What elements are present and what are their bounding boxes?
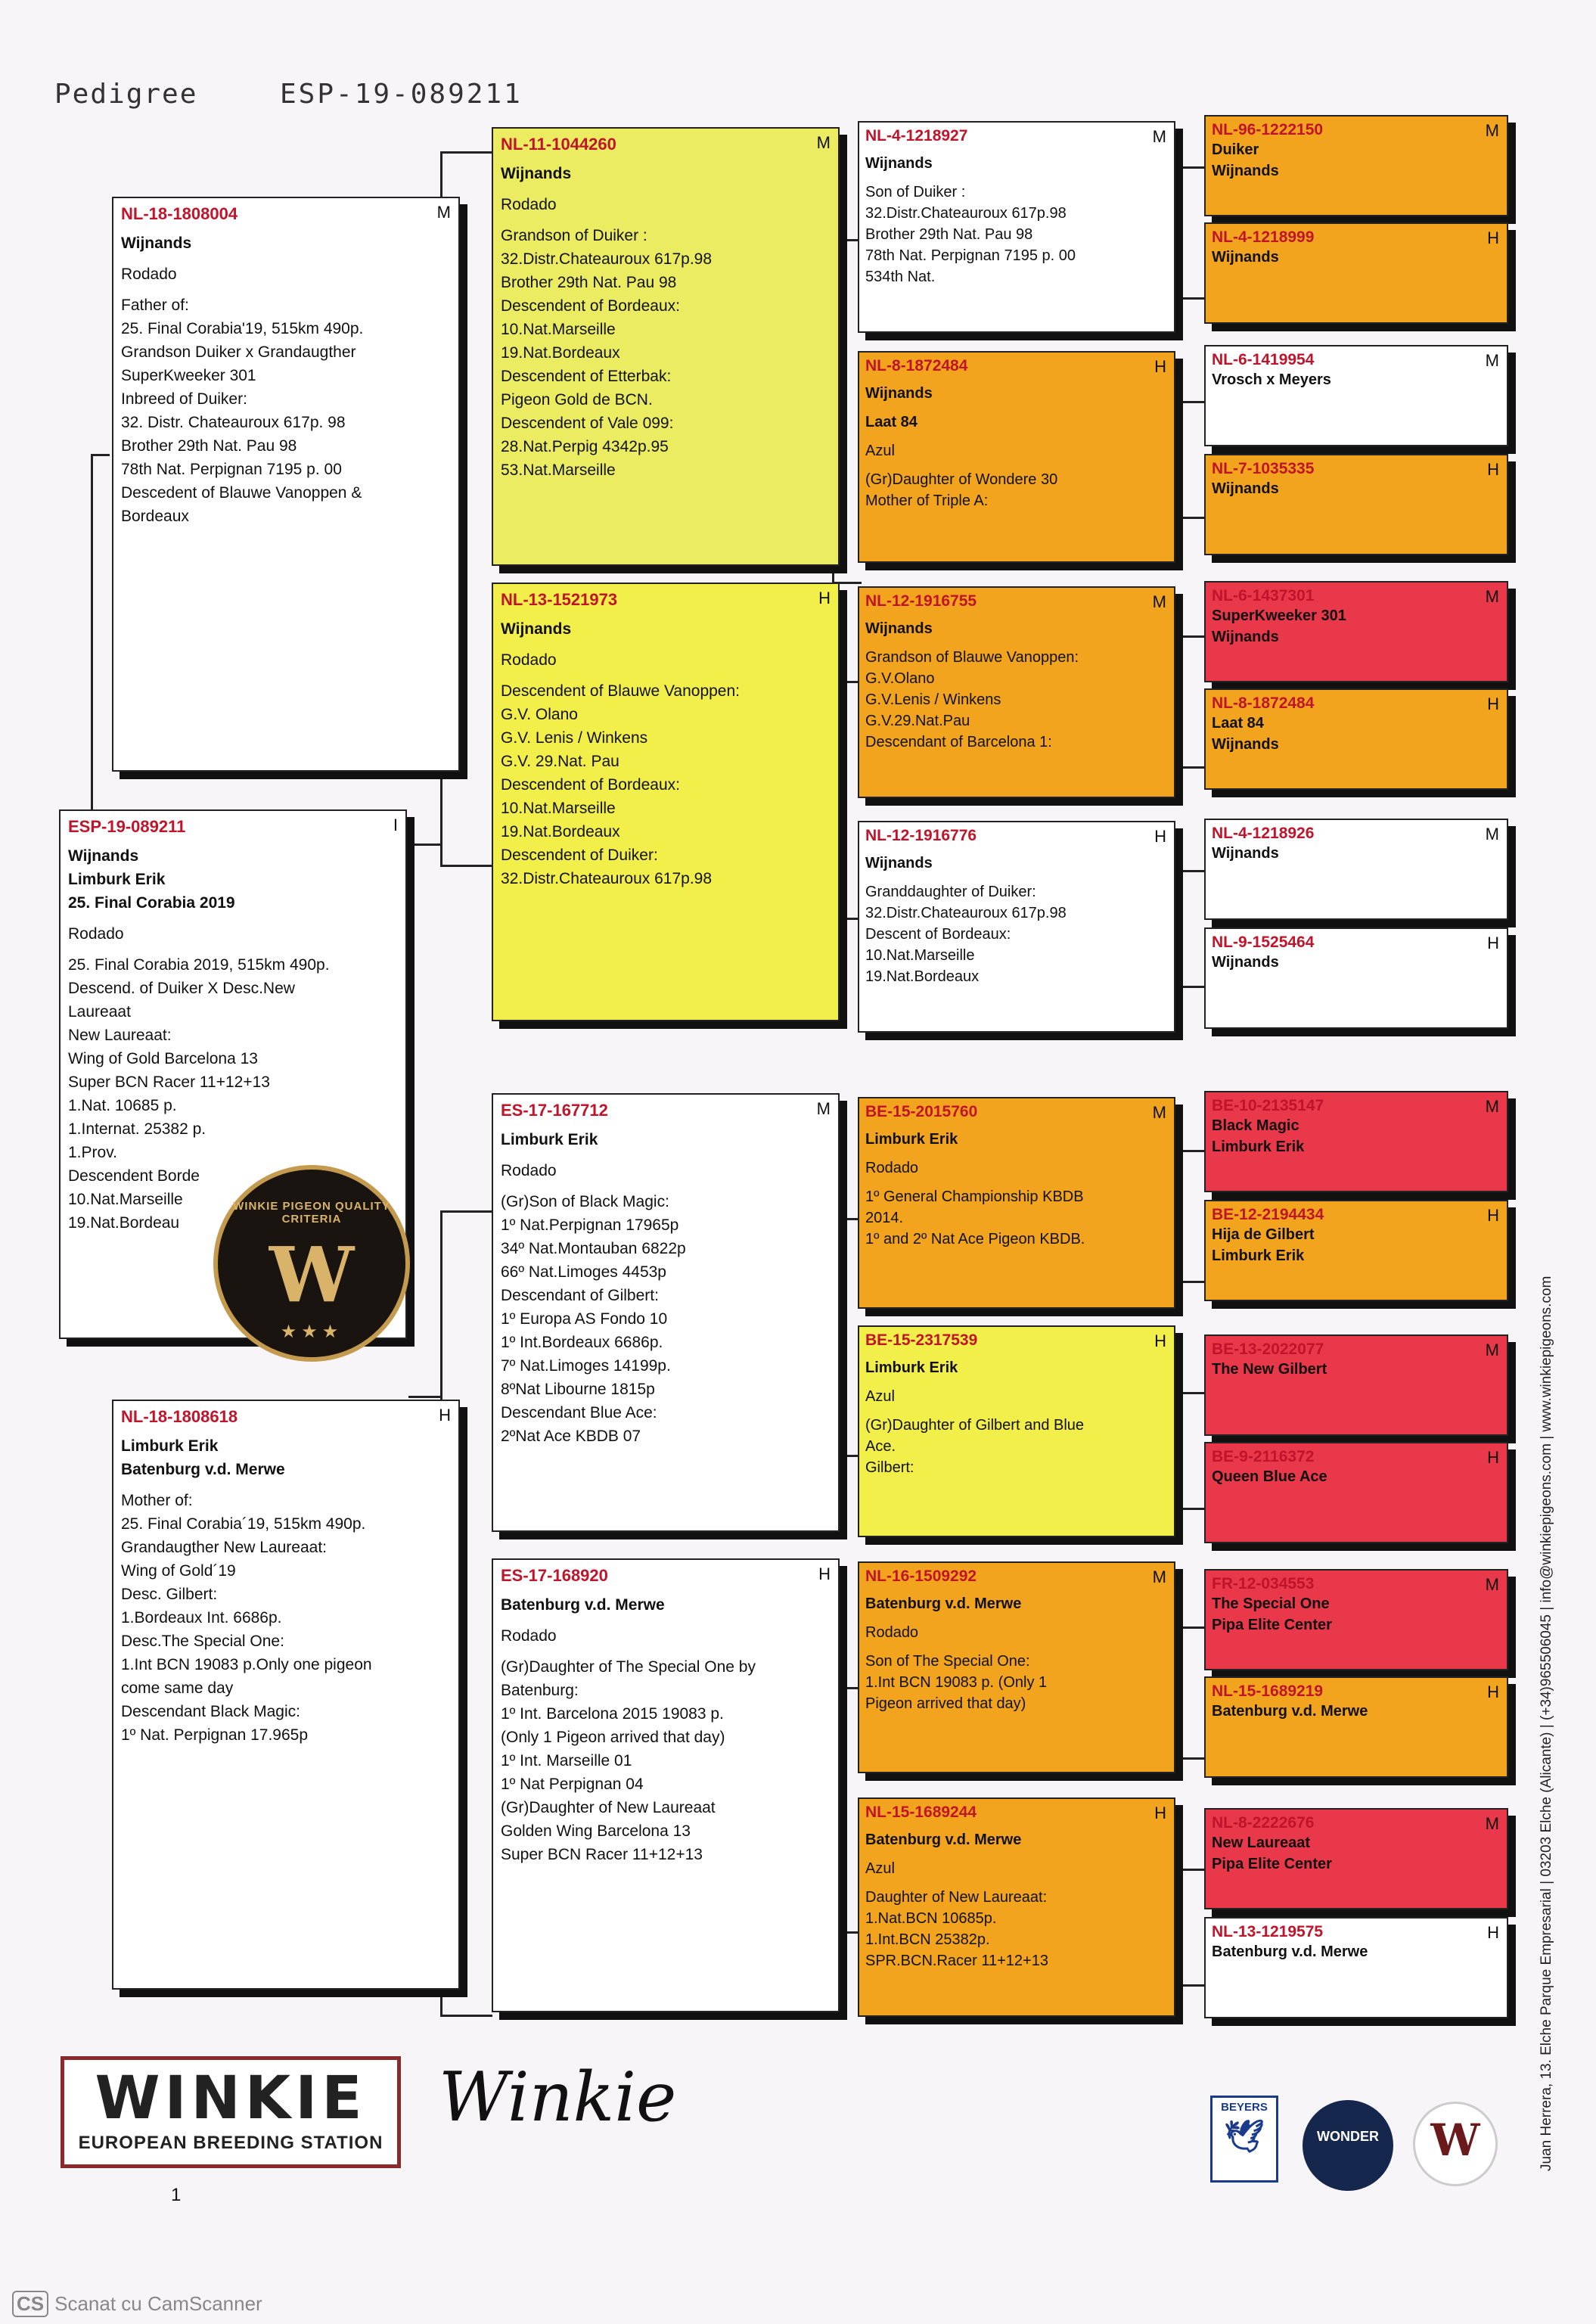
name-line: Black Magic [1212,1117,1299,1134]
connector [408,1396,442,1399]
ring-number: NL-13-1521973 [501,590,618,609]
ring-number: NL-18-1808618 [121,1407,238,1426]
color-line: Rodado [501,651,557,669]
breeder-line: Pipa Elite Center [1212,1617,1332,1633]
info-line: 1.Internat. 25382 p. [68,1120,206,1138]
info-line: Descendent of Vale 099: [501,415,674,432]
ring-number: ESP-19-089211 [68,817,186,836]
pigeon-card-gen5 [1204,819,1508,920]
pigeon-card-gen4 [858,1797,1175,2017]
ring-number: NL-6-1419954 [1212,351,1315,368]
info-line: 7º Nat.Limoges 14199p. [501,1357,671,1375]
wonder-pigeon-logo [1303,2100,1393,2191]
pigeon-card-gen5 [1204,1442,1508,1543]
pigeon-card-gen4 [858,821,1175,1033]
ring-number: NL-4-1218926 [1212,825,1315,842]
ring-number: FR-12-034553 [1212,1575,1315,1592]
pigeon-card-sire [112,197,460,772]
info-line: 78th Nat. Perpignan 7195 p. 00 [865,247,1076,264]
beyers-logo [1210,2096,1278,2183]
info-line: 1º Int. Marseille 01 [501,1752,632,1769]
color-line: Azul [865,443,895,459]
sex-marker: H [1487,694,1499,713]
pigeon-card-gen3 [492,1558,840,2012]
pigeon-card-gen5 [1204,1569,1508,1670]
info-line: New Laureaat: [68,1027,172,1044]
info-line: 1º and 2º Nat Ace Pigeon KBDB. [865,1231,1085,1247]
info-line: 1º Int.Bordeaux 6686p. [501,1334,663,1351]
info-line: Grandaugther New Laureaat: [121,1539,328,1556]
beyers-label: BEYERS [1221,2101,1268,2114]
info-line: Mother of Triple A: [865,492,989,509]
ring-number: ES-17-167712 [501,1101,608,1120]
info-line: Wing of Gold Barcelona 13 [68,1050,258,1067]
info-line: G.V. Olano [501,706,578,723]
breeder-line: Wijnands [865,155,933,172]
info-line: Golden Wing Barcelona 13 [501,1822,691,1840]
pigeon-card-gen5 [1204,1808,1508,1909]
info-line: Ace. [865,1438,896,1455]
ring-number: NL-8-2222676 [1212,1814,1315,1832]
breeder-line: Vrosch x Meyers [1212,371,1331,388]
info-line: G.V. 29.Nat. Pau [501,753,619,770]
signature: Winkie [439,2058,677,2137]
color-line: Rodado [501,1162,557,1179]
info-line: 66º Nat.Limoges 4453p [501,1263,666,1281]
color-line: Rodado [68,925,124,943]
info-line: SPR.BCN.Racer 11+12+13 [865,1953,1048,1969]
info-line: 1.Prov. [68,1144,117,1161]
info-line: Brother 29th Nat. Pau 98 [501,274,677,291]
name-line: Laat 84 [1212,715,1264,732]
color-line: Azul [865,1388,895,1405]
color-line: Rodado [501,196,557,213]
info-line: Super BCN Racer 11+12+13 [501,1846,703,1863]
info-line: 34º Nat.Montauban 6822p [501,1240,686,1257]
breeder-line: Batenburg v.d. Merwe [865,1832,1022,1848]
breeder-line: Limburk Erik [68,871,166,888]
ring-number: NL-13-1219575 [1212,1923,1324,1940]
pigeon-card-dam [112,1400,460,1990]
info-line: 2ºNat Ace KBDB 07 [501,1428,641,1445]
color-line: Rodado [865,1624,919,1641]
info-line: 8ºNat Libourne 1815p [501,1381,655,1398]
quality-seal-icon [213,1165,410,1362]
info-line: 78th Nat. Perpignan 7195 p. 00 [121,461,342,478]
name-line: SuperKweeker 301 [1212,607,1346,624]
sex-marker: H [1487,934,1499,952]
info-line: 32.Distr.Chateauroux 617p.98 [865,905,1067,921]
breeder-line: Wijnands [68,847,139,865]
info-line: Descendent of Etterbak: [501,368,672,385]
ring-number: BE-15-2317539 [865,1331,978,1349]
sex-marker: H [1154,357,1166,376]
info-line: 25. Final Corabia´19, 515km 490p. [121,1515,366,1533]
sex-marker: M [1485,121,1499,140]
info-line: 534th Nat. [865,269,936,285]
pigeon-card-gen4 [858,586,1175,798]
info-line: Daughter of New Laureaat: [865,1889,1048,1906]
info-line: 1.Int BCN 19083 p.Only one pigeon [121,1656,372,1673]
ring-number: NL-4-1218999 [1212,228,1315,246]
winkie-w-logo [1413,2102,1498,2186]
info-line: Laureaat [68,1003,131,1021]
breeder-line: Wijnands [1212,480,1279,497]
info-line: Inbreed of Duiker: [121,390,247,408]
info-line: 1.Int BCN 19083 p. (Only 1 [865,1674,1048,1691]
info-line: G.V.Lenis / Winkens [865,691,1001,708]
ring-number: NL-6-1437301 [1212,587,1315,604]
breeder-line: Batenburg v.d. Merwe [1212,1703,1368,1720]
info-line: 19.Nat.Bordeau [68,1214,180,1232]
info-line: 1º Nat. Perpignan 17.965p [121,1726,309,1744]
logo-subtitle: EUROPEAN BREEDING STATION [78,2133,383,2153]
info-line: 25. Final Corabia 2019, 515km 490p. [68,956,330,974]
info-line: Grandson Duiker x Grandaugther [121,343,356,361]
breeder-line: Batenburg v.d. Merwe [501,1596,665,1614]
info-line: 10.Nat.Marseille [501,800,616,817]
sex-marker: M [1152,127,1166,146]
pigeon-card-gen4 [858,1561,1175,1773]
breeder-line: Wijnands [1212,736,1279,753]
contact-address: Juan Herrera, 13. Elche Parque Empresarial | 03203 Elche (Alicante) | (+34)965506045 | info@winkiepigeons.com | www.winkiepigeons.com [1539,1275,1554,2171]
breeder-line: Wijnands [501,165,572,182]
info-line: Descendent of Bordeaux: [501,776,680,794]
ring-number: BE-13-2022077 [1212,1341,1324,1358]
info-line: 32.Distr.Chateauroux 617p.98 [501,870,713,887]
sex-marker: H [1487,1923,1499,1942]
name-line: Queen Blue Ace [1212,1468,1327,1485]
info-line: Grandson of Duiker : [501,227,647,244]
pigeon-card-gen5 [1204,1200,1508,1301]
info-line: Pigeon arrived that day) [865,1695,1026,1712]
ring-number: NL-16-1509292 [865,1567,977,1585]
pigeon-card-gen3 [492,127,840,566]
sex-marker: H [1154,827,1166,846]
info-line: Gilbert: [865,1459,914,1476]
info-line: Wing of Gold´19 [121,1562,236,1580]
color-line: Azul [865,1860,895,1877]
ring-number: NL-9-1525464 [1212,934,1315,951]
info-line: 19.Nat.Bordeaux [865,968,980,985]
sex-marker: M [1152,1567,1166,1586]
ring-number: NL-15-1689244 [865,1804,977,1821]
breeder-line: Batenburg v.d. Merwe [1212,1943,1368,1960]
sex-marker: M [1485,587,1499,606]
breeder-line: Batenburg v.d. Merwe [865,1595,1022,1612]
info-line: (Gr)Son of Black Magic: [501,1193,669,1210]
info-line: G.V. Lenis / Winkens [501,729,648,747]
connector [1180,1626,1205,1760]
pigeon-card-gen5 [1204,115,1508,216]
breeder-line: Pipa Elite Center [1212,1856,1332,1872]
connector [1180,1392,1205,1510]
sex-marker: H [1154,1331,1166,1350]
name-line: New Laureaat [1212,1835,1311,1851]
page-number: 1 [171,2185,182,2205]
info-line: Son of The Special One: [865,1653,1030,1670]
info-line: 1.Nat. 10685 p. [68,1097,177,1114]
name-line: Laat 84 [865,414,918,430]
pedigree-ring-number: ESP-19-089211 [280,79,523,110]
ring-number: NL-12-1916776 [865,827,977,844]
info-line: 2014. [865,1210,904,1226]
seal-letter: W [269,1230,355,1319]
pigeon-card-gen5 [1204,345,1508,446]
info-line: (Gr)Daughter of Gilbert and Blue [865,1417,1085,1434]
pigeon-card-gen3 [492,583,840,1021]
info-line: Descendent of Blauwe Vanoppen: [501,682,741,700]
info-line: 1º Int. Barcelona 2015 19083 p. [501,1705,724,1723]
pigeon-card-gen4 [858,121,1175,333]
breeder-line: Limburk Erik [501,1131,598,1148]
info-line: 1º Nat Perpignan 04 [501,1776,644,1793]
sex-marker: H [439,1406,451,1425]
breeder-line: Limburk Erik [1212,1139,1305,1155]
ring-number: BE-9-2116372 [1212,1448,1315,1465]
breeder-line: Limburk Erik [121,1437,219,1455]
pedigree-title: Pedigree [54,79,198,110]
info-line: Brother 29th Nat. Pau 98 [865,226,1033,243]
info-line: Batenburg: [501,1682,579,1699]
connector [1180,166,1205,300]
pigeon-card-gen5 [1204,1334,1508,1436]
breeder-line: Limburk Erik [865,1131,958,1148]
breeder-line: Wijnands [1212,629,1279,645]
info-line: Super BCN Racer 11+12+13 [68,1073,270,1091]
info-line: 1.Nat.BCN 10685p. [865,1910,997,1927]
info-line: Descendent of Bordeaux: [501,297,680,315]
sex-marker: M [436,203,451,222]
result-line: 25. Final Corabia 2019 [68,894,235,912]
pigeon-card-gen5 [1204,222,1508,324]
sex-marker: H [1487,228,1499,247]
info-line: Brother 29th Nat. Pau 98 [121,437,297,455]
sex-marker: M [1485,1341,1499,1359]
connector [408,844,442,847]
winkie-logo [61,2056,401,2168]
breeder-line: Batenburg v.d. Merwe [121,1461,285,1478]
info-line: Descendent of Duiker: [501,847,658,864]
color-line: Rodado [501,1627,557,1645]
sex-marker: H [1487,1448,1499,1467]
info-line: Descendant of Gilbert: [501,1287,659,1304]
info-line: Mother of: [121,1492,193,1509]
breeder-line: Wijnands [1212,954,1279,971]
sex-marker: M [1485,825,1499,844]
pigeon-card-gen5 [1204,1917,1508,2018]
info-line: Descendent Borde [68,1167,200,1185]
info-line: 28.Nat.Perpig 4342p.95 [501,438,669,455]
connector [1180,1869,1205,1987]
info-line: Descedent of Blauwe Vanoppen & [121,484,362,502]
color-line: Rodado [865,1160,919,1176]
info-line: 32.Distr.Chateauroux 617p.98 [501,250,713,268]
camscanner-icon: CS [12,2291,48,2317]
name-line: The Special One [1212,1595,1330,1612]
sex-marker: H [818,589,831,607]
info-line: 32.Distr.Chateauroux 617p.98 [865,205,1067,222]
name-line: Hija de Gilbert [1212,1226,1315,1243]
info-line: Desc. Gilbert: [121,1586,218,1603]
pigeon-card-gen5 [1204,1091,1508,1192]
info-line: G.V.29.Nat.Pau [865,713,970,729]
ring-number: NL-11-1044260 [501,135,616,154]
connector [1180,401,1205,519]
info-line: G.V.Olano [865,670,935,687]
sex-marker: M [816,133,831,152]
sex-marker: M [1152,1103,1166,1122]
sex-marker: M [1152,592,1166,611]
breeder-line: Wijnands [865,620,933,637]
wonder-label: WONDER [1317,2129,1379,2144]
info-line: Descendant of Barcelona 1: [865,734,1052,750]
pigeon-icon: 🕊 [1224,2118,1265,2154]
info-line: Pigeon Gold de BCN. [501,391,653,409]
ring-number: BE-15-2015760 [865,1103,978,1120]
sex-marker: H [1487,1206,1499,1225]
pigeon-card-gen5 [1204,1676,1508,1778]
sex-marker: I [393,816,398,834]
info-line: come same day [121,1679,234,1697]
breeder-line: Wijnands [1212,845,1279,862]
breeder-line: Limburk Erik [865,1359,958,1376]
ring-number: BE-10-2135147 [1212,1097,1324,1114]
info-line: Bordeaux [121,508,189,525]
sex-marker: H [1487,460,1499,479]
pigeon-card-gen4 [858,1325,1175,1537]
info-line: Son of Duiker : [865,184,966,200]
info-line: (Only 1 Pigeon arrived that day) [501,1729,725,1746]
breeder-line: Wijnands [1212,249,1279,266]
info-line: (Gr)Daughter of Wondere 30 [865,471,1058,488]
pigeon-card-gen4 [858,1097,1175,1309]
ring-number: NL-8-1872484 [1212,694,1315,712]
info-line: Descendant Blue Ace: [501,1404,657,1421]
connector [1180,870,1205,988]
name-line: The New Gilbert [1212,1361,1327,1378]
info-line: Granddaughter of Duiker: [865,884,1036,900]
info-line: 53.Nat.Marseille [501,461,616,479]
info-line: SuperKweeker 301 [121,367,256,384]
info-line: Descendant Black Magic: [121,1703,300,1720]
pigeon-card-gen3 [492,1093,840,1532]
breeder-line: Wijnands [1212,163,1279,179]
info-line: Grandson of Blauwe Vanoppen: [865,649,1079,666]
info-line: 19.Nat.Bordeaux [501,344,620,362]
breeder-line: Wijnands [121,235,192,252]
breeder-line: Wijnands [865,855,933,872]
sex-marker: M [1485,351,1499,370]
ring-number: NL-96-1222150 [1212,121,1324,138]
sex-marker: M [1485,1097,1499,1116]
breeder-line: Wijnands [501,620,572,638]
ring-number: NL-7-1035335 [1212,460,1315,477]
pigeon-card-gen5 [1204,581,1508,682]
seal-stars: ★★★ [280,1322,343,1342]
camscanner-watermark [12,2291,262,2317]
w-letter: W [1430,2114,1480,2166]
info-line: Descent of Bordeaux: [865,926,1011,943]
sex-marker: M [816,1099,831,1118]
info-line: 19.Nat.Bordeaux [501,823,620,840]
sex-marker: H [818,1564,831,1583]
pigeon-card-gen4 [858,351,1175,563]
info-line: 32. Distr. Chateauroux 617p. 98 [121,414,346,431]
sex-marker: H [1487,1682,1499,1701]
color-line: Rodado [121,266,177,283]
ring-number: ES-17-168920 [501,1566,608,1585]
camscanner-text: Scanat cu CamScanner [54,2292,262,2315]
sex-marker: M [1485,1814,1499,1833]
logo-name: WINKIE [95,2065,367,2133]
ring-number: NL-12-1916755 [865,592,977,610]
info-line: 10.Nat.Marseille [501,321,616,338]
ring-number: NL-15-1689219 [1212,1682,1324,1700]
info-line: 1.Int.BCN 25382p. [865,1931,990,1948]
info-line: 1.Bordeaux Int. 6686p. [121,1609,282,1626]
breeder-line: Wijnands [865,385,933,402]
pigeon-card-gen5 [1204,454,1508,555]
connector [1180,635,1205,769]
info-line: 1º Europa AS Fondo 10 [501,1310,668,1328]
info-line: Descend. of Duiker X Desc.New [68,980,295,997]
seal-text: WINKIE PIGEON QUALITY CRITERIA [233,1200,390,1226]
info-line: 1º General Championship KBDB [865,1188,1084,1205]
sex-marker: M [1485,1575,1499,1594]
pigeon-card-gen5 [1204,688,1508,790]
info-line: 10.Nat.Marseille [68,1191,183,1208]
sex-marker: H [1154,1804,1166,1822]
ring-number: BE-12-2194434 [1212,1206,1324,1223]
info-line: Father of: [121,297,189,314]
info-line: 1º Nat.Perpignan 17965p [501,1216,679,1234]
info-line: 25. Final Corabia'19, 515km 490p. [121,320,364,337]
info-line: Desc.The Special One: [121,1633,284,1650]
breeder-line: Limburk Erik [1212,1247,1305,1264]
name-line: Duiker [1212,141,1259,158]
info-line: (Gr)Daughter of New Laureaat [501,1799,716,1816]
connector [1180,1150,1205,1283]
ring-number: NL-18-1808004 [121,204,238,223]
info-line: 10.Nat.Marseille [865,947,975,964]
ring-number: NL-4-1218927 [865,127,968,144]
pigeon-card-gen5 [1204,927,1508,1029]
ring-number: NL-8-1872484 [865,357,968,374]
info-line: (Gr)Daughter of The Special One by [501,1658,756,1676]
